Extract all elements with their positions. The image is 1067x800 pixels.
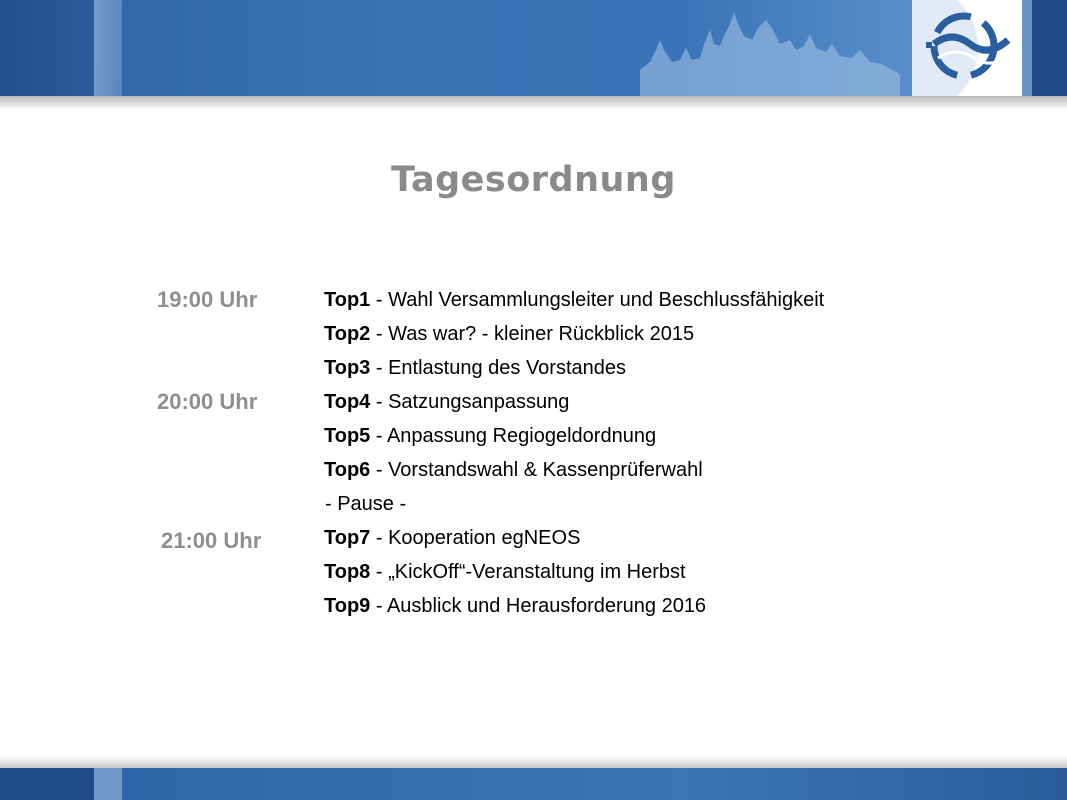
footer-stripe [122,768,1067,800]
header-banner [0,0,1067,96]
agenda-item-number: Top8 [324,561,371,583]
agenda-item-text: - Satzungsanpassung [370,391,570,413]
agenda-item-number: Top5 [324,425,371,447]
agenda-item-text: - „KickOff“-Veranstaltung im Herbst [370,561,686,583]
agenda-item-number: Top1 [324,289,371,311]
header-stripe-light [94,0,122,96]
agenda-item-number: Top4 [324,391,371,413]
footer-shadow [0,756,1067,768]
agenda-item [324,525,824,559]
agenda-item [324,593,824,627]
agenda-item-text: - Wahl Versammlungsleiter und Beschlussfähigkeit [370,289,825,311]
header-stripe-dark [1032,0,1067,96]
agenda-pause: - Pause - [325,493,407,515]
header-stripe [0,0,94,96]
agenda-item [324,559,824,593]
agenda-item [324,389,824,423]
agenda-item-text: - Was war? - kleiner Rückblick 2015 [370,323,695,345]
agenda-item-text: - Anpassung Regiogeldordnung [370,425,657,447]
header-stripe [1022,0,1032,96]
agenda-item-number: Top2 [324,323,371,345]
agenda-item-number: Top9 [324,595,371,617]
agenda-item-text: - Kooperation egNEOS [370,527,581,549]
city-skyline-icon [620,0,920,96]
time-label: 19:00 Uhr [157,287,258,312]
time-label: 20:00 Uhr [157,389,258,414]
agenda-item [324,457,824,491]
agenda-item-number: Top7 [324,527,371,549]
agenda-item-text: - Entlastung des Vorstandes [370,357,627,379]
agenda-item-text: - Vorstandswahl & Kassenprüferwahl [370,459,703,481]
agenda-item-number: Top6 [324,459,371,481]
regiogeld-logo-icon [912,0,1022,96]
agenda-list [324,287,824,627]
header-stripe [122,0,682,96]
agenda-item-text: - Ausblick und Herausforderung 2016 [370,595,707,617]
header-shadow [0,96,1067,110]
page-title: Tagesordnung [391,160,676,200]
logo-area [912,0,1022,96]
agenda-item [324,423,824,457]
footer-stripe-light [94,768,122,800]
footer-banner [0,768,1067,800]
footer-stripe [0,768,94,800]
agenda-item [324,287,824,321]
agenda-item [324,355,824,389]
time-label: 21:00 Uhr [161,528,262,553]
agenda-item-number: Top3 [324,357,371,379]
agenda-item [324,321,824,355]
